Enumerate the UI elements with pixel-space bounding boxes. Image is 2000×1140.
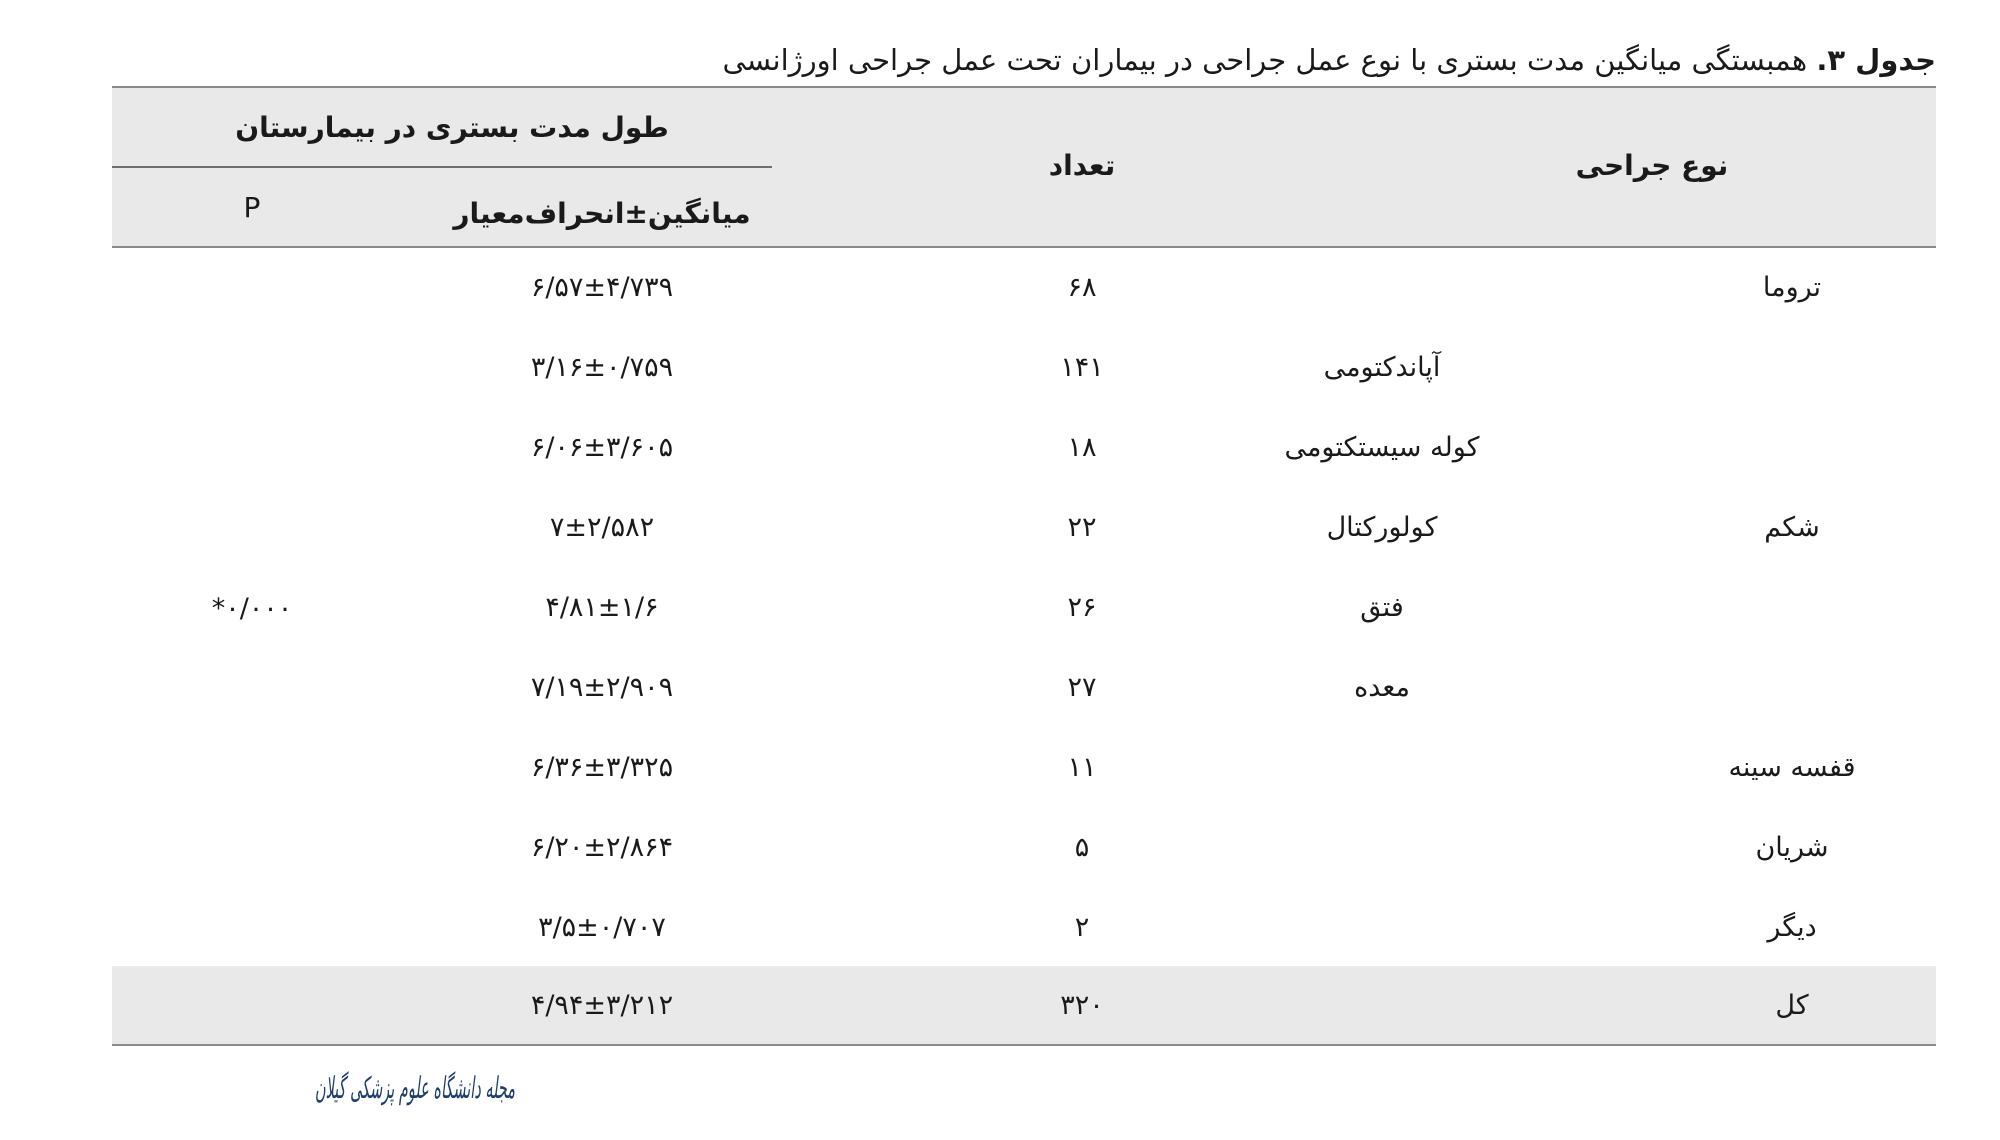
total-count: ۳۲۰ xyxy=(1060,990,1104,1021)
cell-count: ۲ xyxy=(1074,912,1090,943)
cell-mean-sd: ۷±۲/۵۸۲ xyxy=(549,512,655,543)
cell-count: ۲۶ xyxy=(1067,592,1097,623)
table-row xyxy=(112,888,1936,968)
table-row xyxy=(112,728,1936,808)
table-row xyxy=(112,568,1936,648)
cell-count: ۲۷ xyxy=(1067,672,1097,703)
cell-mean-sd: ۷/۱۹±۲/۹۰۹ xyxy=(530,672,674,703)
cell-subtype: معده xyxy=(1354,672,1410,703)
cell-count: ۱۸ xyxy=(1067,432,1097,463)
table-row xyxy=(112,488,1936,568)
cell-subtype: فتق xyxy=(1360,592,1404,623)
cell-mean-sd: ۶/۲۰±۲/۸۶۴ xyxy=(530,832,674,863)
total-row xyxy=(112,966,1936,1046)
cell-subtype: کولورکتال xyxy=(1326,512,1438,543)
cell-category: دیگر xyxy=(1767,912,1817,943)
cell-count: ۱۴۱ xyxy=(1060,352,1104,383)
cell-subtype: آپاندکتومی xyxy=(1323,352,1441,383)
total-mean-sd: ۴/۹۴±۳/۲۱۲ xyxy=(530,990,674,1021)
caption-text: همبستگی میانگین مدت بستری با نوع عمل جراحی در بیماران تحت عمل جراحی اورژانسی xyxy=(722,43,1817,77)
header-p: P xyxy=(243,191,261,224)
cell-category: شریان xyxy=(1755,832,1829,863)
journal-logo-mark xyxy=(110,1046,515,1136)
cell-mean-sd: ۳/۵±۰/۷۰۷ xyxy=(538,912,666,943)
caption-label: جدول ۳. xyxy=(1816,43,1936,77)
header-count: تعداد xyxy=(1048,149,1116,182)
cell-subtype: کوله سیستکتومی xyxy=(1284,432,1480,463)
header-surgery-type: نوع جراحی xyxy=(1575,149,1729,182)
cell-mean-sd: ۶/۰۶±۳/۶۰۵ xyxy=(530,432,674,463)
cell-category: تروما xyxy=(1762,272,1822,303)
journal-logo xyxy=(110,1046,515,1136)
table-row xyxy=(112,648,1936,728)
cell-count: ۲۲ xyxy=(1067,512,1097,543)
total-label: کل xyxy=(1775,990,1809,1021)
cell-category: شکم xyxy=(1764,512,1820,543)
table-caption xyxy=(536,40,1936,80)
cell-mean-sd: ۶/۵۷±۴/۷۳۹ xyxy=(530,272,674,303)
table-bottom-rule xyxy=(112,1044,1936,1046)
cell-category: قفسه سینه xyxy=(1728,752,1856,783)
cell-count: ۵ xyxy=(1074,832,1090,863)
table-row xyxy=(112,248,1936,328)
cell-mean-sd: ۳/۱۶±۰/۷۵۹ xyxy=(530,352,674,383)
journal-logo-text: مجله دانشگاه علوم پزشکی گیلان xyxy=(315,1071,515,1106)
cell-count: ۶۸ xyxy=(1067,272,1097,303)
cell-mean-sd: ۴/۸۱±۱/۶ xyxy=(545,592,659,623)
table-header xyxy=(112,88,1936,246)
table-row xyxy=(112,408,1936,488)
header-group-underline xyxy=(112,166,772,168)
cell-mean-sd: ۶/۳۶±۳/۳۲۵ xyxy=(530,752,674,783)
header-mean-sd: میانگین±انحراف‌معیار xyxy=(453,197,751,230)
p-value: ۰/۰۰۰* xyxy=(211,593,293,624)
table-row xyxy=(112,328,1936,408)
table-row xyxy=(112,808,1936,888)
header-stay-group: طول مدت بستری در بیمارستان xyxy=(235,111,669,144)
cell-count: ۱۱ xyxy=(1067,752,1097,783)
